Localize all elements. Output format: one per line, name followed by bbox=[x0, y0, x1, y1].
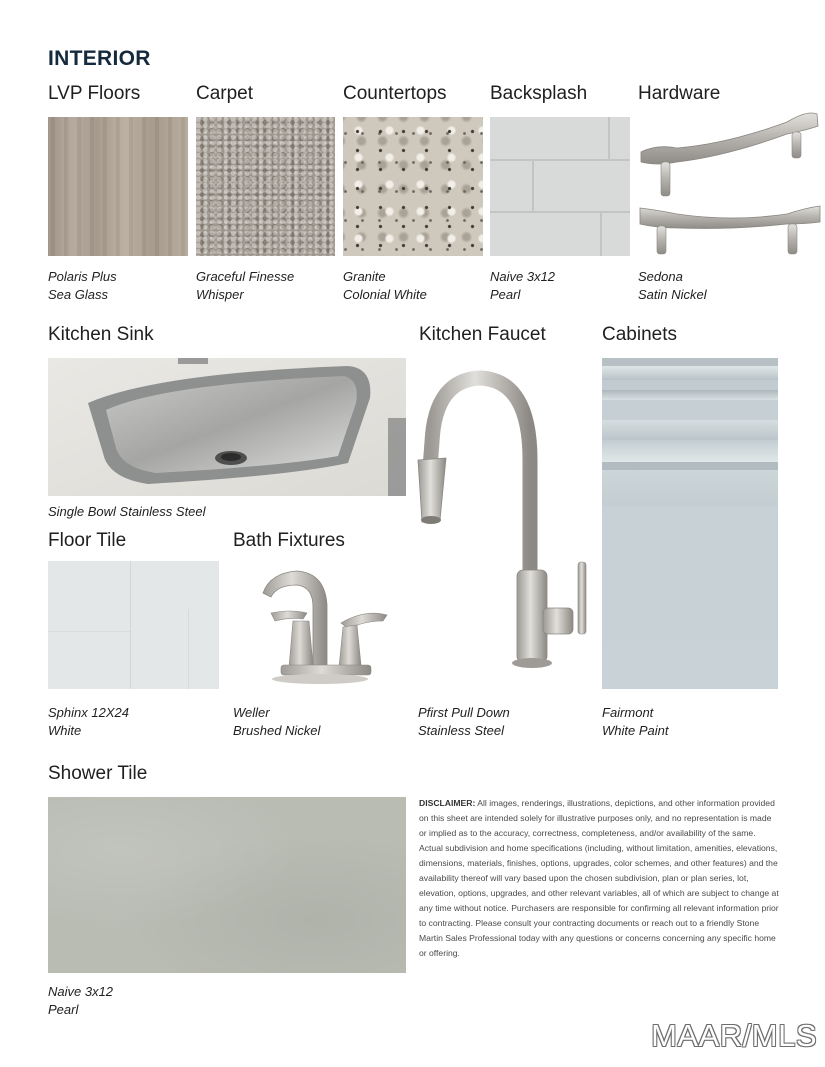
bath-fixtures-color: Brushed Nickel bbox=[233, 723, 321, 738]
hardware-pulls-swatch bbox=[637, 100, 822, 260]
kitchen-faucet-caption bbox=[418, 704, 510, 740]
countertops-color: Colonial White bbox=[343, 287, 427, 302]
lvp-floors-color: Sea Glass bbox=[48, 287, 108, 302]
mls-watermark: MAAR/MLS bbox=[651, 1018, 817, 1053]
cabinets-color: White Paint bbox=[602, 723, 669, 738]
countertops-name: Granite bbox=[343, 269, 386, 284]
cabinets-caption bbox=[602, 704, 668, 740]
countertops-caption bbox=[343, 268, 427, 304]
lvp-floors-caption bbox=[48, 268, 117, 304]
shower-tile-name: Naive 3x12 bbox=[48, 984, 114, 999]
bath-fixtures-title: Bath Fixtures bbox=[233, 530, 345, 551]
backsplash-color: Pearl bbox=[490, 287, 521, 302]
backsplash-caption bbox=[490, 268, 555, 304]
floor-tile-name: Sphinx 12X24 bbox=[48, 705, 129, 720]
kitchen-sink-swatch bbox=[48, 358, 406, 496]
lvp-floors-swatch bbox=[48, 117, 188, 256]
cabinets-name: Fairmont bbox=[602, 705, 654, 720]
countertops-title: Countertops bbox=[343, 83, 447, 104]
kitchen-faucet-swatch bbox=[410, 350, 595, 675]
floor-tile-title: Floor Tile bbox=[48, 530, 127, 551]
kitchen-sink-caption bbox=[48, 503, 206, 521]
carpet-title: Carpet bbox=[196, 83, 254, 104]
carpet-swatch bbox=[196, 117, 335, 256]
lvp-floors-title: LVP Floors bbox=[48, 83, 141, 104]
backsplash-swatch bbox=[490, 117, 630, 256]
floor-tile-swatch bbox=[48, 561, 219, 689]
hardware-color: Satin Nickel bbox=[638, 287, 707, 302]
kitchen-faucet-name: Pfirst Pull Down bbox=[418, 705, 510, 720]
kitchen-sink-name: Single Bowl Stainless Steel bbox=[48, 504, 206, 519]
backsplash-title: Backsplash bbox=[490, 83, 588, 104]
hardware-title: Hardware bbox=[638, 83, 721, 104]
backsplash-name: Naive 3x12 bbox=[490, 269, 556, 284]
carpet-name: Graceful Finesse bbox=[196, 269, 295, 284]
disclaimer-text: All images, renderings, illustrations, depictions, and other information provided on this sheet are intended solely for illustrative purposes only, and no representation is made or implied as to the accuracy, correctness, completeness, and/or availability of the same. Actual subdivision and home specifications (including, without limitation, amenities, elevations, dimensions, materials, finishes, options, upgrades, color schemes, and other features) and the availability thereof will vary based upon the chosen subdivision, plan or plan series, lot, elevation, options, upgrades, and other relevant variables, all of which are subject to change at any time without notice. Purchasers are responsible for confirming all relevant information prior to contracting. Please consult your contracting documents or reach out to a friendly Stone Martin Sales Professional today with any questions or concerns concerning any specific home or offering. bbox=[419, 798, 779, 958]
cabinets-swatch bbox=[602, 358, 778, 689]
floor-tile-color: White bbox=[48, 723, 82, 738]
bath-fixtures-swatch bbox=[245, 565, 390, 690]
hardware-caption bbox=[638, 268, 707, 304]
countertops-swatch bbox=[343, 117, 483, 256]
shower-tile-title: Shower Tile bbox=[48, 763, 148, 784]
page-title: INTERIOR bbox=[48, 47, 151, 70]
bath-fixtures-name: Weller bbox=[233, 705, 270, 720]
shower-tile-swatch bbox=[48, 797, 406, 973]
shower-tile-caption bbox=[48, 983, 113, 1019]
kitchen-faucet-color: Stainless Steel bbox=[418, 723, 504, 738]
bath-fixtures-caption bbox=[233, 704, 320, 740]
floor-tile-caption bbox=[48, 704, 129, 740]
hardware-name: Sedona bbox=[638, 269, 683, 284]
shower-tile-color: Pearl bbox=[48, 1002, 79, 1017]
carpet-caption bbox=[196, 268, 294, 304]
disclaimer bbox=[419, 796, 781, 961]
kitchen-faucet-title: Kitchen Faucet bbox=[419, 324, 546, 345]
lvp-floors-name: Polaris Plus bbox=[48, 269, 117, 284]
carpet-color: Whisper bbox=[196, 287, 244, 302]
disclaimer-label: DISCLAIMER: bbox=[419, 798, 476, 808]
kitchen-sink-title: Kitchen Sink bbox=[48, 324, 154, 345]
cabinets-title: Cabinets bbox=[602, 324, 677, 345]
